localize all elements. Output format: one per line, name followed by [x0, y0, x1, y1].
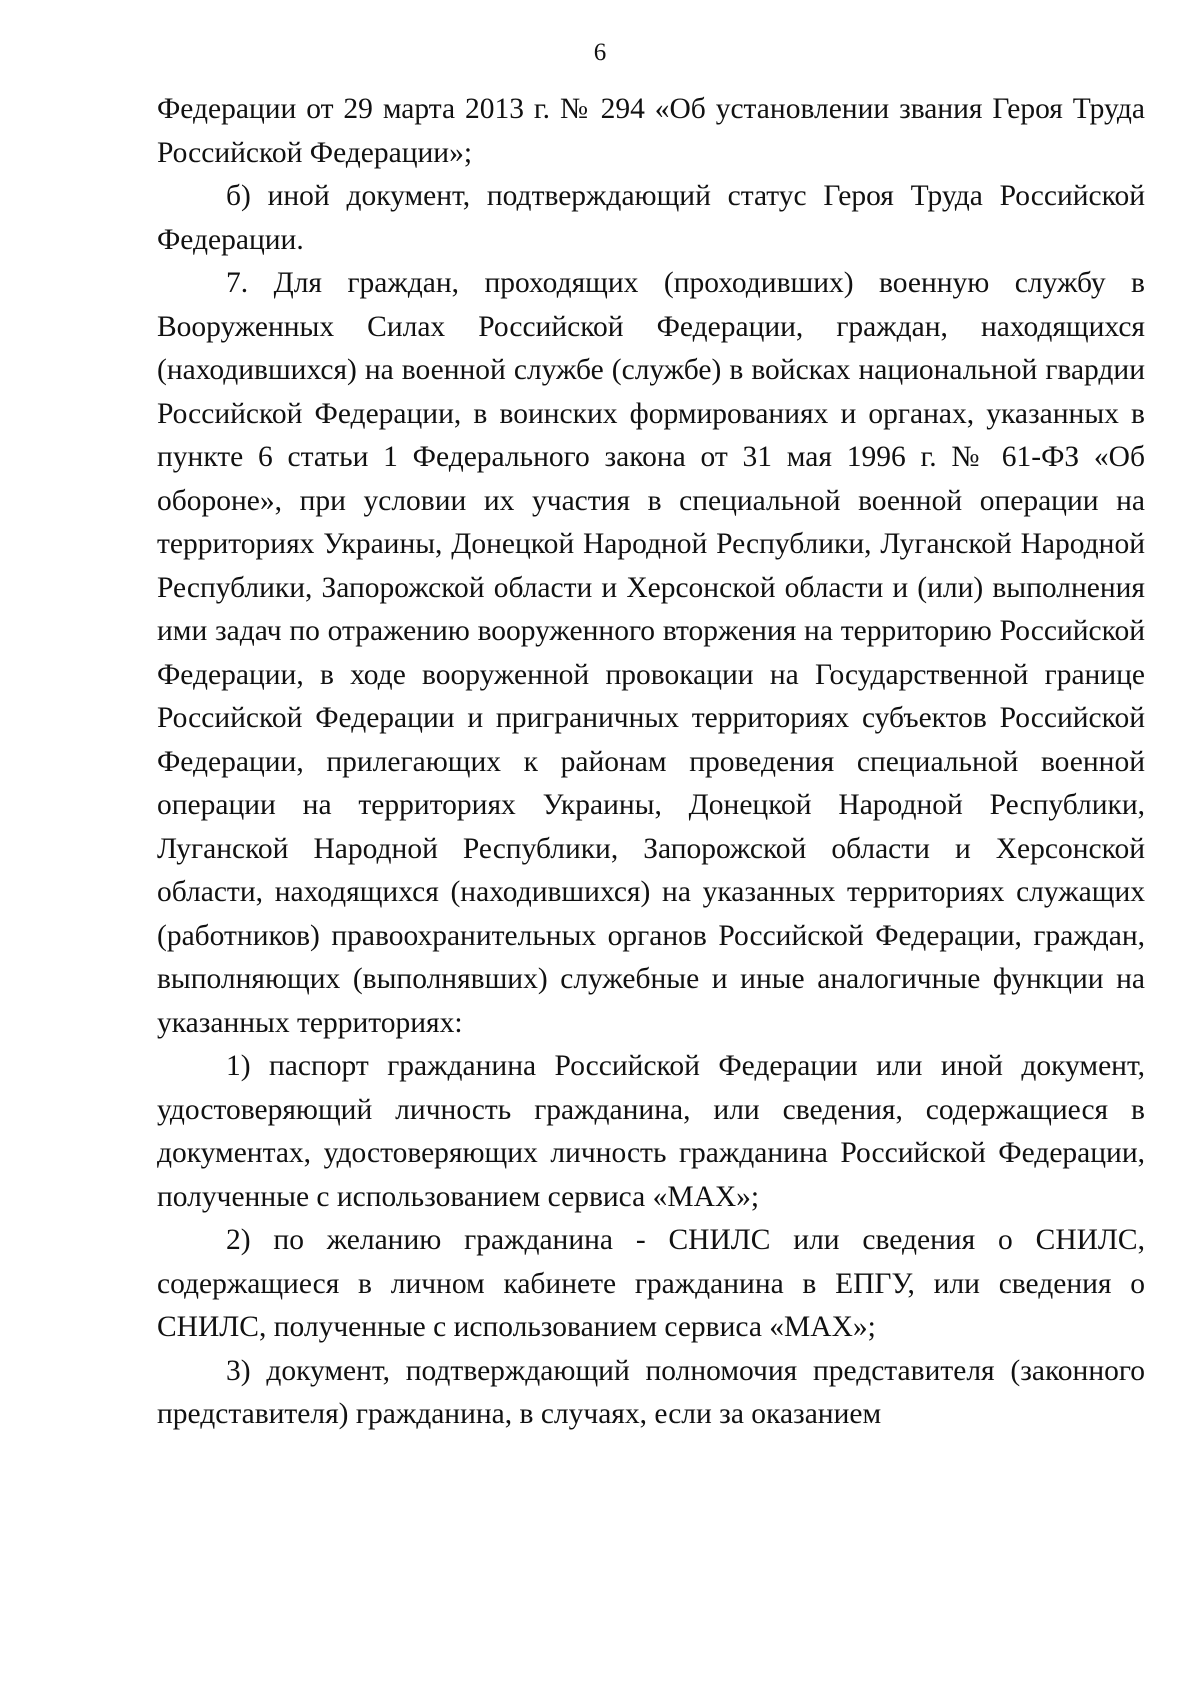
page-number: 6	[593, 39, 607, 66]
document-body	[157, 88, 1145, 1437]
paragraph-continuation: Федерации от 29 марта 2013 г. № 294 «Об установлении звания Героя Труда Российской Федерации»;	[157, 93, 1145, 169]
list-item-1: 1) паспорт гражданина Российской Федерации или иной документ, удостоверяющий личность гражданина, или сведения, содержащиеся в документах, удостоверяющих личность гражданина Российской Федерации, полученные с использованием сервиса «MAX»;	[157, 1050, 1145, 1213]
paragraph-section-7: 7. Для граждан, проходящих (проходивших) военную службу в Вооруженных Силах Российской Федерации, граждан, находящихся (находившихся) на военной службе (службе) в войсках национальной гвардии Российской Федерации, в воинских формированиях и органах, указанных в пункте 6 статьи 1 Федерального закона от 31 мая 1996 г. № 61-ФЗ «Об обороне», при условии их участия в специальной военной операции на территориях Украины, Донецкой Народной Республики, Луганской Народной Республики, Запорожской области и Херсонской области и (или) выполнения ими задач по отражению вооруженного вторжения на территорию Российской Федерации, в ходе вооруженной провокации на Государственной границе Российской Федерации и приграничных территориях субъектов Российской Федерации, прилегающих к районам проведения специальной военной операции на территориях Украины, Донецкой Народной Республики, Луганской Народной Республики, Запорожской области и Херсонской области, находящихся (находившихся) на указанных территориях служащих (работников) правоохранительных органов Российской Федерации, граждан, выполняющих (выполнявших) служебные и иные аналогичные функции на указанных территориях:	[157, 267, 1145, 1039]
list-item-3: 3) документ, подтверждающий полномочия представителя (законного представителя) гражданина, в случаях, если за оказанием	[157, 1354, 1145, 1430]
paragraph-item-b: б) иной документ, подтверждающий статус Героя Труда Российской Федерации.	[157, 180, 1145, 256]
list-item-2: 2) по желанию гражданина - СНИЛС или сведения о СНИЛС, содержащиеся в личном кабинете гражданина в ЕПГУ, или сведения о СНИЛС, полученные с использованием сервиса «MAX»;	[157, 1224, 1145, 1343]
